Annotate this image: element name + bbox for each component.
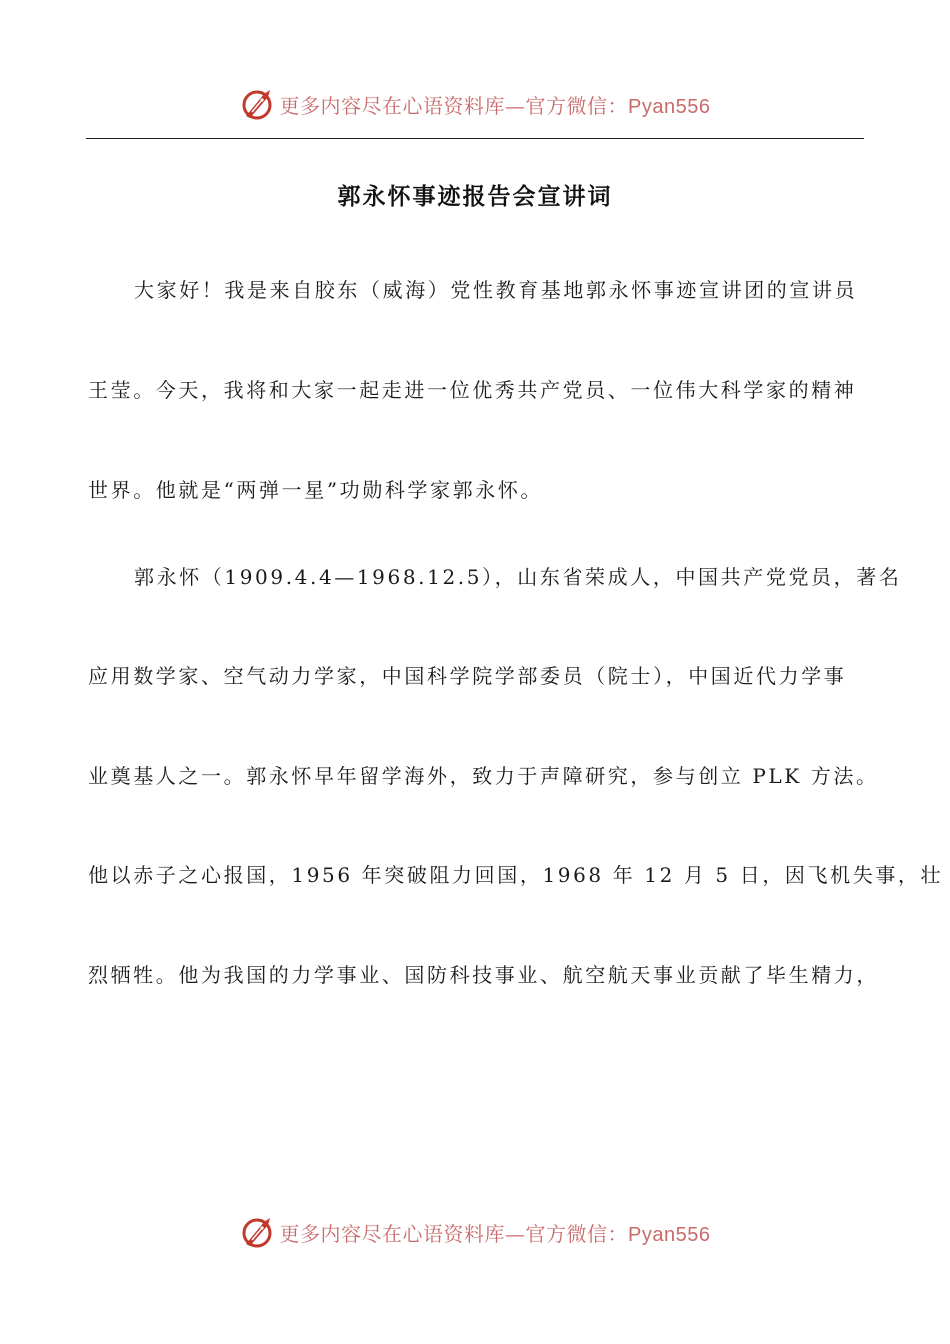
header-wechat-id: Pyan556 bbox=[628, 95, 711, 118]
body-line: 王莹。今天，我将和大家一起走进一位优秀共产党员、一位伟大科学家的精神 bbox=[88, 378, 857, 402]
body-line: 他以赤子之心报国，1956 年突破阻力回国，1968 年 12 月 5 日，因飞机失事，壮 bbox=[88, 863, 944, 887]
body-line: 世界。他就是“两弹一星”功勋科学家郭永怀。 bbox=[88, 478, 544, 502]
pen-nib-logo-icon bbox=[240, 86, 276, 122]
pen-nib-logo-icon bbox=[240, 1214, 276, 1250]
header-banner bbox=[0, 84, 950, 124]
footer-wechat-label: 官方微信： bbox=[525, 1221, 629, 1246]
header-banner-text bbox=[280, 90, 711, 119]
header-dash: — bbox=[505, 93, 526, 118]
body-line: 业奠基人之一。郭永怀早年留学海外，致力于声障研究，参与创立 PLK 方法。 bbox=[88, 764, 879, 788]
footer-dash: — bbox=[505, 1221, 526, 1246]
header-divider bbox=[86, 138, 864, 139]
header-wechat-label: 官方微信： bbox=[525, 93, 629, 118]
body-line: 应用数学家、空气动力学家，中国科学院学部委员（院士），中国近代力学事 bbox=[88, 664, 847, 688]
body-line: 郭永怀（1909.4.4—1968.12.5），山东省荣成人，中国共产党党员，著名 bbox=[134, 565, 902, 589]
footer-banner-text bbox=[280, 1218, 711, 1247]
header-brand-text: 更多内容尽在心语资料库 bbox=[279, 93, 506, 118]
footer-wechat-id: Pyan556 bbox=[628, 1223, 711, 1246]
document-title: 郭永怀事迹报告会宣讲词 bbox=[337, 183, 613, 210]
footer-brand-text: 更多内容尽在心语资料库 bbox=[279, 1221, 506, 1246]
body-line: 大家好！我是来自胶东（威海）党性教育基地郭永怀事迹宣讲团的宣讲员 bbox=[134, 278, 858, 302]
body-line: 烈牺牲。他为我国的力学事业、国防科技事业、航空航天事业贡献了毕生精力， bbox=[88, 963, 879, 987]
footer-banner bbox=[0, 1212, 950, 1252]
